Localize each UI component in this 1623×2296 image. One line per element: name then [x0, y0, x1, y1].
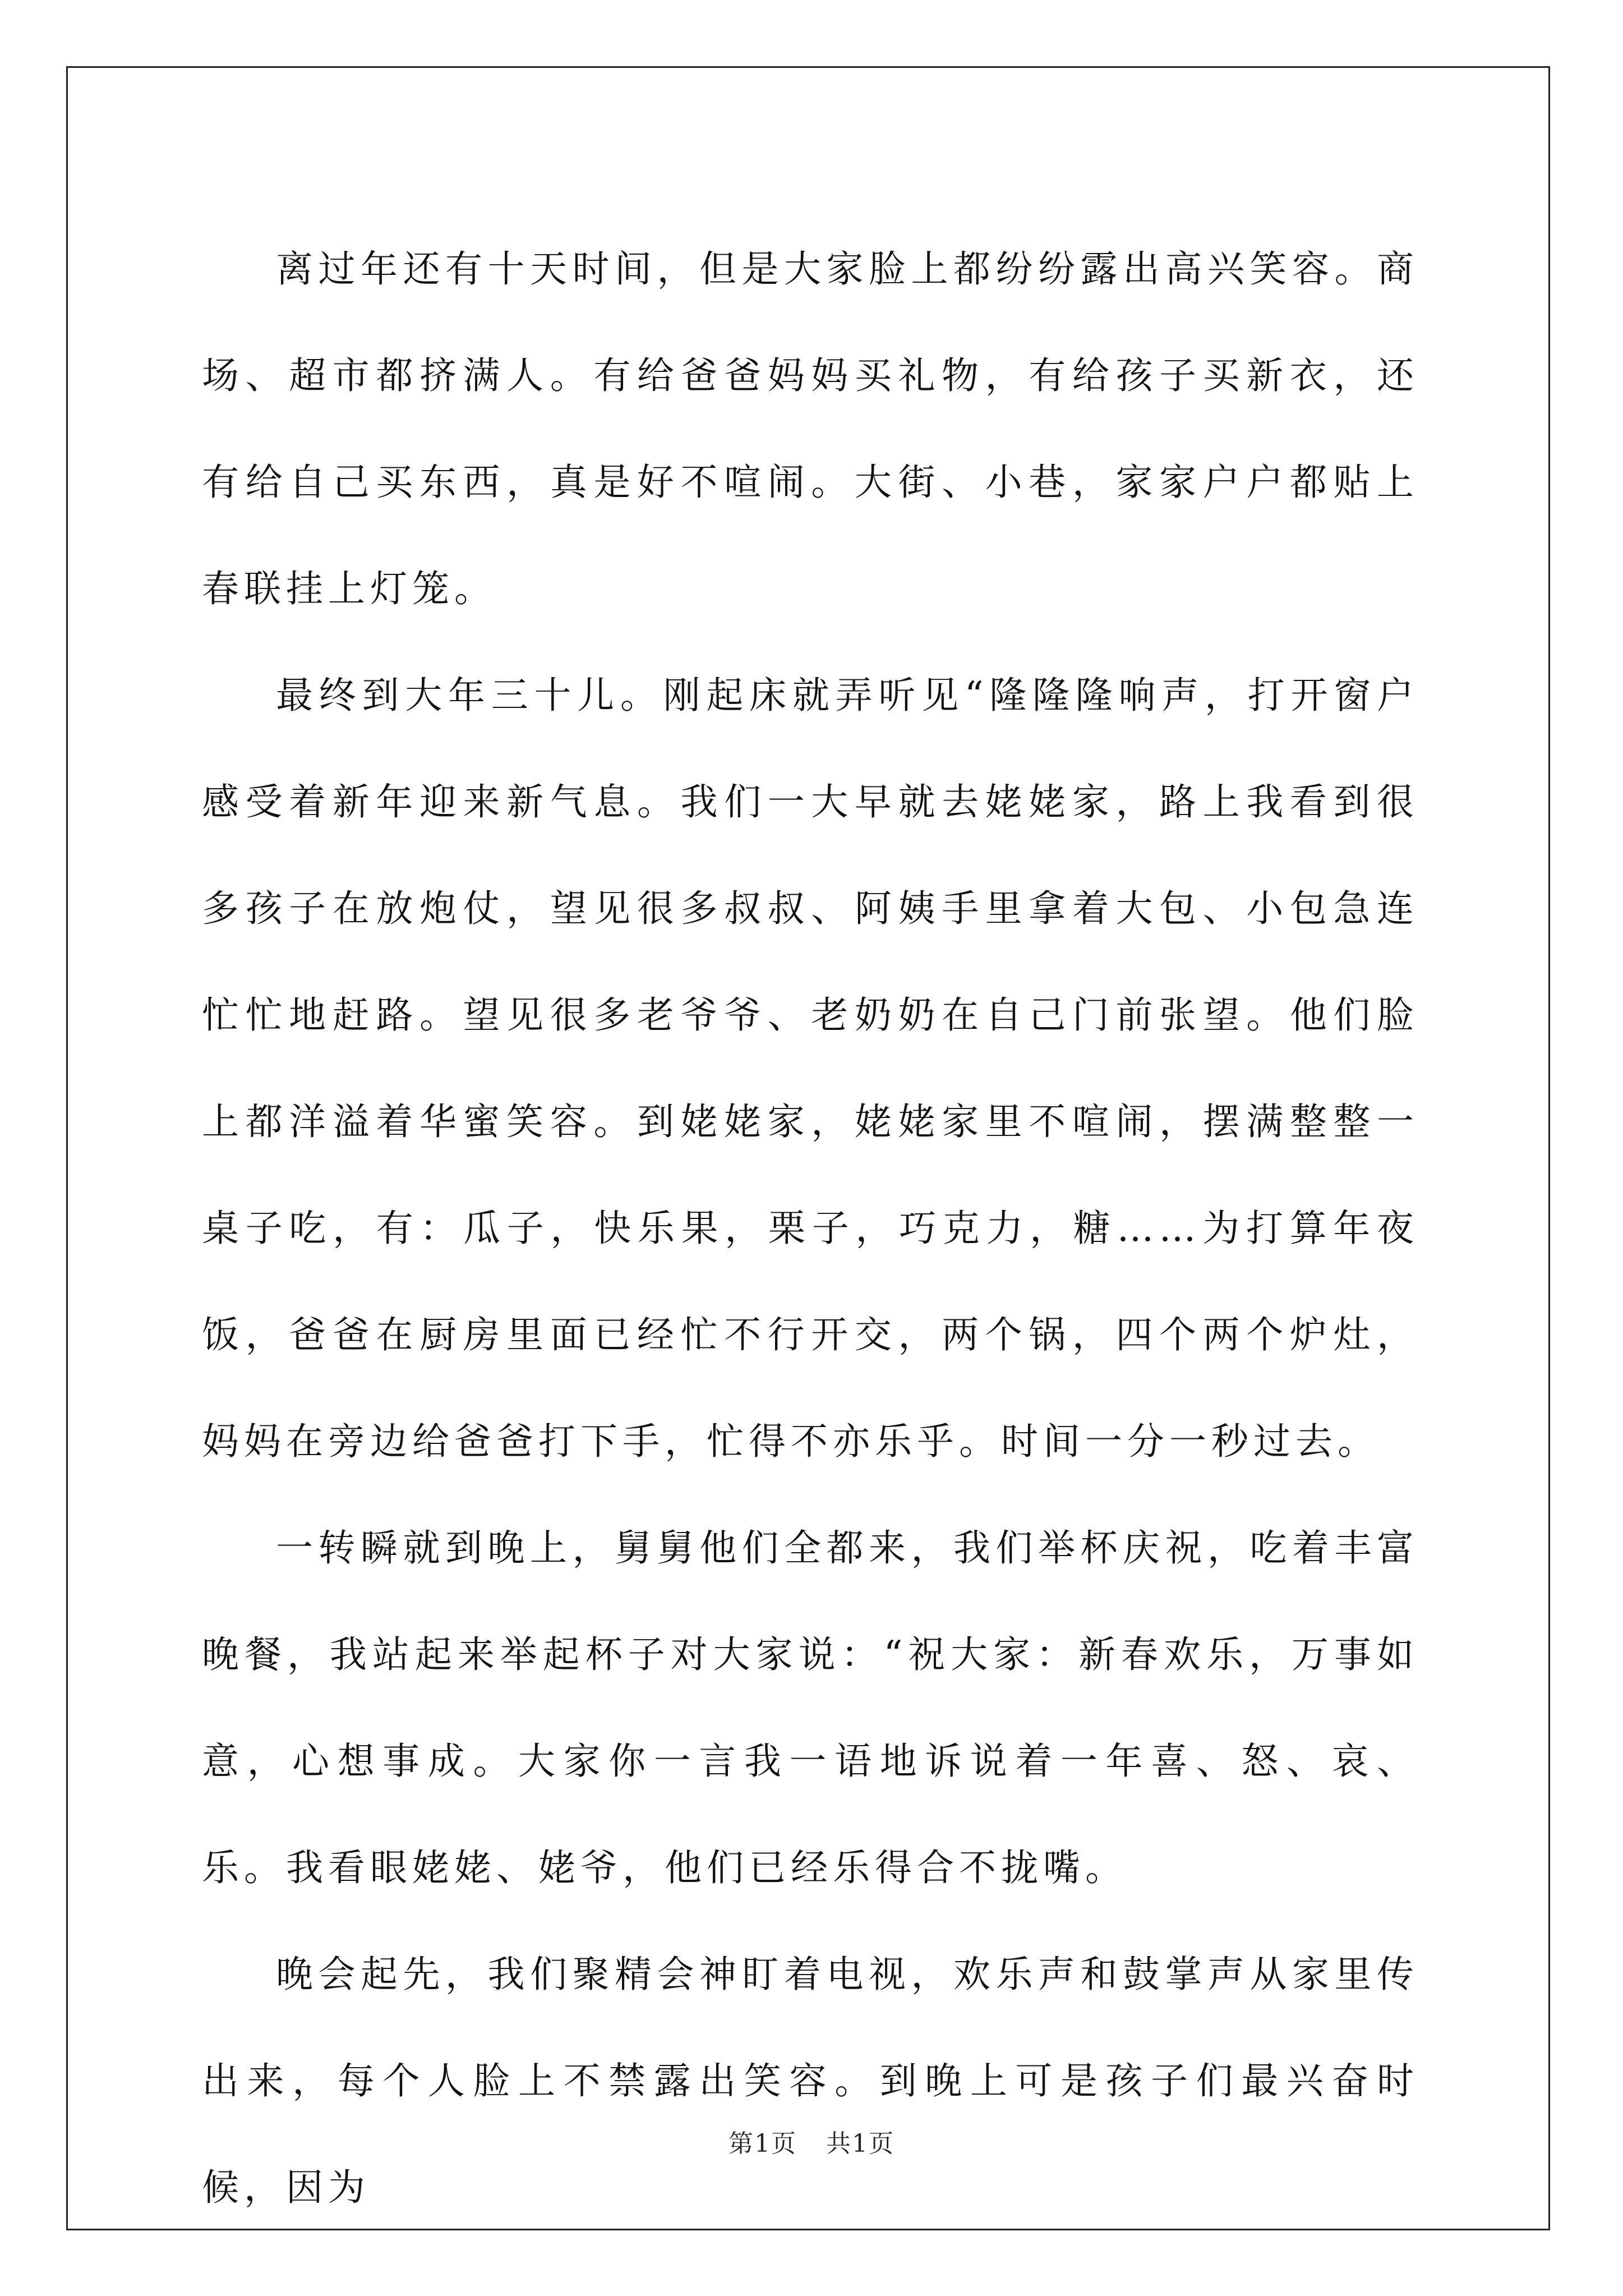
paragraph-4: 晚会起先，我们聚精会神盯着电视，欢乐声和鼓掌声从家里传出来，每个人脸上不禁露出笑容。到晚上可是孩子们最兴奋时候，因为 — [202, 1953, 1419, 2209]
paragraph-2: 最终到大年三十儿。刚起床就弄听见“隆隆隆响声，打开窗户感受着新年迎来新气息。我们一大早就去姥姥家，路上我看到很多孩子在放炮仗，望见很多叔叔、阿姨手里拿着大包、小包急连忙忙地赶路。望见很多老爷爷、老奶奶在自己门前张望。他们脸上都洋溢着华蜜笑容。到姥姥家，姥姥家里不喧闹，摆满整整一桌子吃，有：瓜子，快乐果，栗子，巧克力，糖……为打算年夜饭，爸爸在厨房里面已经忙不行开交，两个锅，四个两个炉灶，妈妈在旁边给爸爸打下手，忙得不亦乐乎。时间一分一秒过去。 — [202, 674, 1419, 1463]
document-body — [202, 216, 1419, 2241]
page-footer — [0, 2127, 1623, 2161]
page-number-total: 共1页 — [826, 2129, 895, 2158]
page-number-current: 第1页 — [728, 2129, 797, 2158]
paragraph-3: 一转瞬就到晚上，舅舅他们全都来，我们举杯庆祝，吃着丰富晚餐，我站起来举起杯子对大家说：“祝大家：新春欢乐，万事如意，心想事成。大家你一言我一语地诉说着一年喜、怒、哀、乐。我看眼姥姥、姥爷，他们已经乐得合不拢嘴。 — [202, 1526, 1419, 1889]
paragraph-1: 离过年还有十天时间，但是大家脸上都纷纷露出高兴笑容。商场、超市都挤满人。有给爸爸妈妈买礼物，有给孩子买新衣，还有给自己买东西，真是好不喧闹。大街、小巷，家家户户都贴上春联挂上灯笼。 — [202, 247, 1419, 610]
